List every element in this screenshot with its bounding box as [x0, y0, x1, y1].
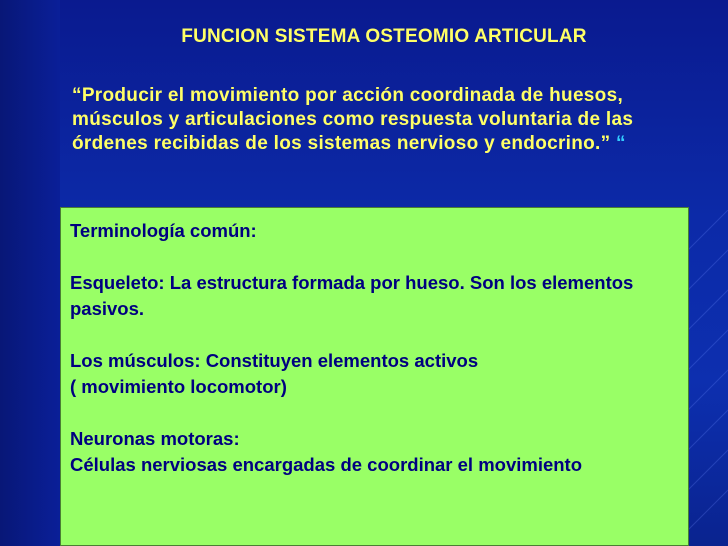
- musculos-definition: Los músculos: Constituyen elementos activos: [70, 350, 479, 371]
- diagonal-lines-decoration: [688, 210, 728, 546]
- neuronas-label: Neuronas motoras:: [70, 428, 240, 449]
- slide-title: FUNCION SISTEMA OSTEOMIO ARTICULAR: [181, 26, 587, 47]
- quote-text: Producir el movimiento por acción coordinada de huesos, músculos y articulaciones como respuesta voluntaria de las órdenes recibidas de los sistemas nervioso y endocrino.”: [72, 85, 634, 154]
- musculos-detail: ( movimiento locomotor): [70, 376, 287, 397]
- spacer: [70, 322, 688, 348]
- terminology-heading: Terminología común:: [70, 220, 257, 241]
- terminology-box: [60, 207, 689, 546]
- left-band-decoration: [0, 0, 60, 546]
- quote-open-mark: “: [72, 85, 82, 106]
- esqueleto-definition: Esqueleto: La estructura formada por hueso. Son los elementos pasivos.: [70, 272, 634, 319]
- spacer: [70, 400, 688, 426]
- neuronas-definition: Células nerviosas encargadas de coordinar el movimiento: [70, 454, 583, 475]
- quote-close-mark: “: [610, 133, 626, 154]
- spacer: [70, 244, 688, 270]
- definition-quote: [72, 84, 692, 156]
